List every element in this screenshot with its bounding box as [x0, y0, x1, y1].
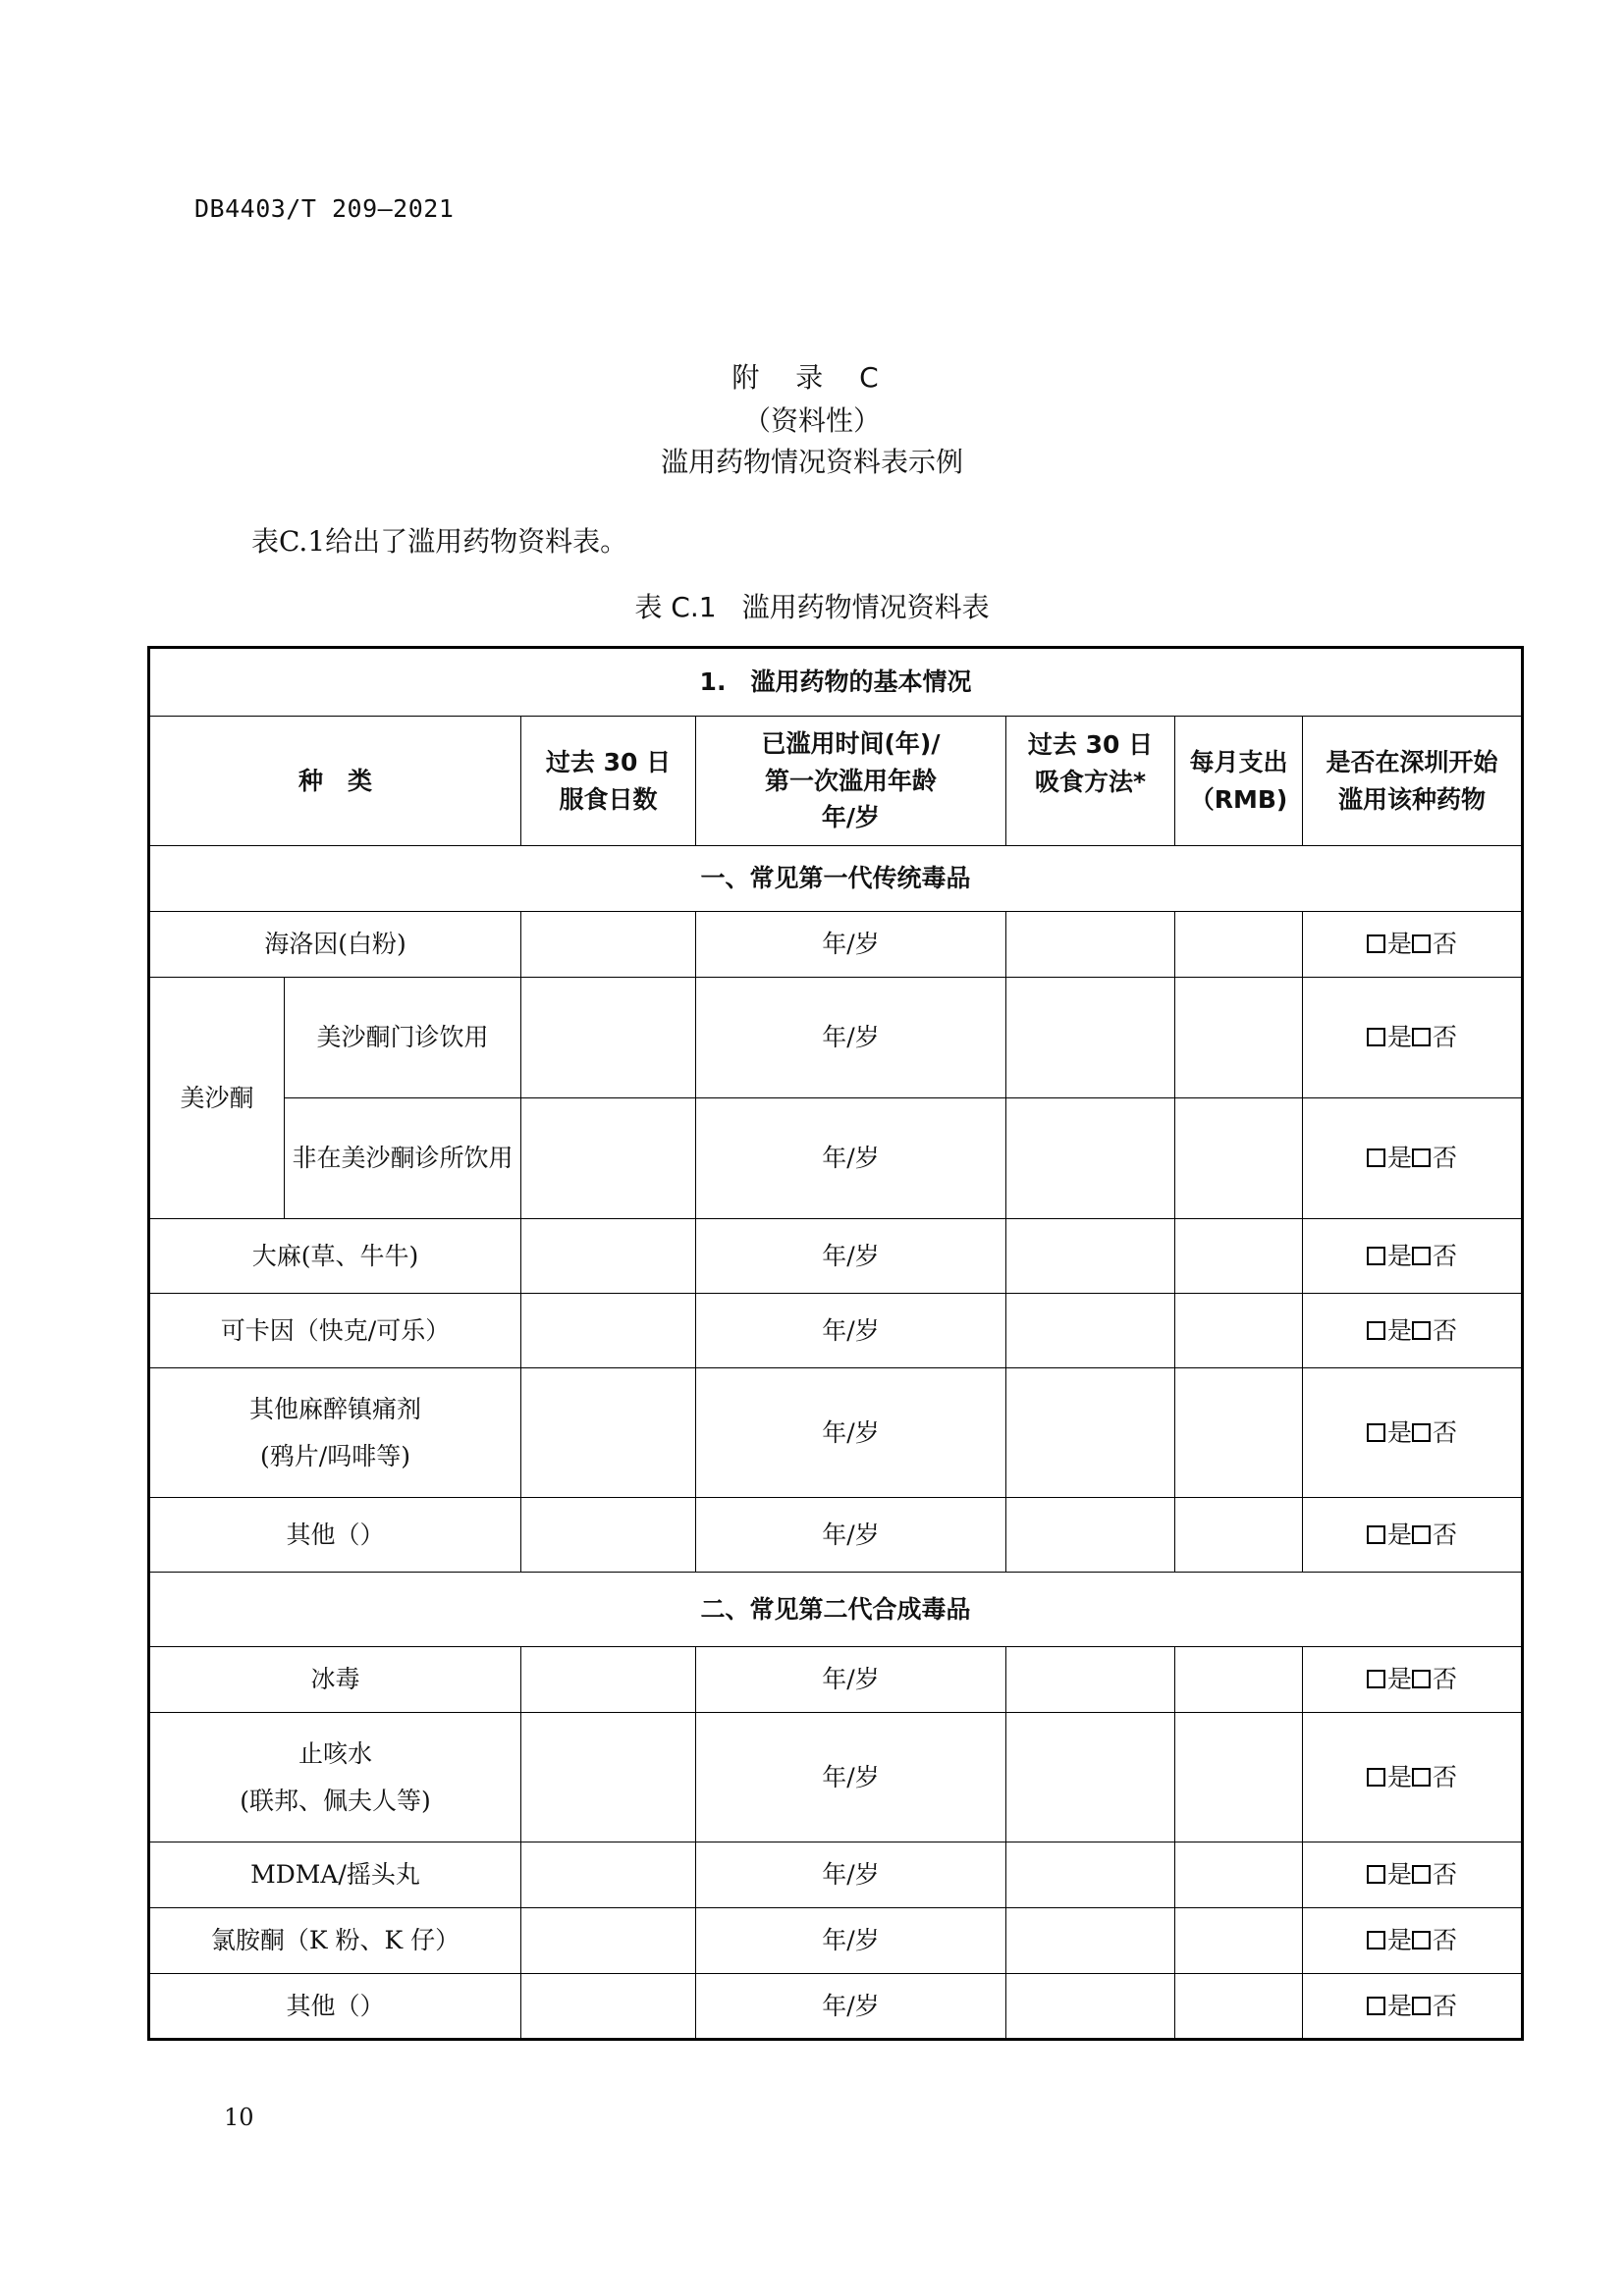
header-years	[696, 717, 1006, 846]
shenzhen-choice	[1303, 1974, 1523, 2040]
cost-cell[interactable]	[1175, 1713, 1303, 1842]
no-checkbox[interactable]	[1412, 1768, 1431, 1787]
shenzhen-choice	[1303, 912, 1523, 978]
no-label: 否	[1433, 1144, 1458, 1173]
table-row	[149, 978, 1523, 1098]
header-years-line1: 已滥用时间(年)/	[761, 728, 941, 758]
group2-title: 二、常见第二代合成毒品	[149, 1573, 1523, 1647]
no-label: 否	[1433, 1860, 1458, 1890]
years-cell[interactable]: 年/岁	[696, 912, 1006, 978]
method-cell[interactable]	[1006, 1219, 1175, 1294]
drug-abuse-table	[147, 646, 1524, 2041]
days-cell[interactable]	[521, 1908, 696, 1974]
yes-label: 是	[1386, 1762, 1412, 1791]
yes-checkbox[interactable]	[1367, 1931, 1385, 1949]
shenzhen-choice	[1303, 1713, 1523, 1842]
years-cell[interactable]: 年/岁	[696, 1498, 1006, 1573]
cost-cell[interactable]	[1175, 1908, 1303, 1974]
header-cost-line1: 每月支出	[1189, 747, 1288, 776]
cost-cell[interactable]	[1175, 978, 1303, 1098]
header-days-line2: 服食日数	[559, 784, 658, 814]
cost-cell[interactable]	[1175, 1842, 1303, 1908]
days-cell[interactable]	[521, 1974, 696, 2040]
drug-name-line1: 止咳水	[298, 1738, 372, 1768]
header-years-line3: 年/岁	[821, 803, 881, 832]
header-shenzhen-line1: 是否在深圳开始	[1326, 747, 1498, 776]
no-label: 否	[1433, 1762, 1458, 1791]
no-checkbox[interactable]	[1412, 1670, 1431, 1688]
drug-name: 其他（）	[149, 1498, 521, 1573]
no-checkbox[interactable]	[1412, 1321, 1431, 1340]
section-title: 1. 滥用药物的基本情况	[149, 648, 1523, 717]
yes-label: 是	[1386, 1144, 1412, 1173]
method-cell[interactable]	[1006, 978, 1175, 1098]
table-row	[149, 1098, 1523, 1219]
table-caption	[0, 586, 1624, 625]
table-row	[149, 1294, 1523, 1368]
method-cell[interactable]	[1006, 1294, 1175, 1368]
header-days-line1: 过去 30 日	[545, 747, 672, 776]
intro-paragraph: 表C.1给出了滥用药物资料表。	[251, 525, 628, 558]
shenzhen-choice	[1303, 978, 1523, 1098]
years-cell[interactable]: 年/岁	[696, 1713, 1006, 1842]
cost-cell[interactable]	[1175, 1219, 1303, 1294]
yes-label: 是	[1386, 1241, 1412, 1270]
header-cost	[1175, 717, 1303, 846]
table-row	[149, 1498, 1523, 1573]
table-caption-title: 滥用药物情况资料表	[741, 591, 990, 623]
shenzhen-choice	[1303, 1219, 1523, 1294]
yes-checkbox[interactable]	[1367, 1247, 1385, 1265]
yes-checkbox[interactable]	[1367, 934, 1385, 953]
shenzhen-choice	[1303, 1098, 1523, 1219]
days-cell[interactable]	[521, 1498, 696, 1573]
table-row	[149, 1908, 1523, 1974]
method-cell[interactable]	[1006, 1713, 1175, 1842]
drug-name: 冰毒	[149, 1647, 521, 1713]
cost-cell[interactable]	[1175, 1368, 1303, 1498]
header-shenzhen-line2: 滥用该种药物	[1338, 784, 1487, 814]
table-row	[149, 1842, 1523, 1908]
yes-checkbox[interactable]	[1367, 1423, 1385, 1442]
header-type: 种 类	[149, 717, 521, 846]
no-checkbox[interactable]	[1412, 934, 1431, 953]
no-checkbox[interactable]	[1412, 1997, 1431, 2015]
cost-cell[interactable]	[1175, 912, 1303, 978]
no-label: 否	[1433, 930, 1458, 959]
yes-checkbox[interactable]	[1367, 1768, 1385, 1787]
header-days	[521, 717, 696, 846]
years-cell[interactable]: 年/岁	[696, 1294, 1006, 1368]
yes-label: 是	[1386, 930, 1412, 959]
no-checkbox[interactable]	[1412, 1148, 1431, 1167]
table-row	[149, 1219, 1523, 1294]
days-cell[interactable]	[521, 912, 696, 978]
appendix-title: 附 录 C	[731, 361, 893, 394]
no-checkbox[interactable]	[1412, 1865, 1431, 1884]
table-caption-number: 表 C.1	[634, 591, 717, 623]
yes-checkbox[interactable]	[1367, 1148, 1385, 1167]
group-row	[149, 1573, 1523, 1647]
yes-checkbox[interactable]	[1367, 1997, 1385, 2015]
table-row	[149, 1368, 1523, 1498]
drug-name: 美沙酮门诊饮用	[285, 978, 521, 1098]
yes-checkbox[interactable]	[1367, 1865, 1385, 1884]
header-cost-line2: （RMB)	[1189, 784, 1288, 814]
years-cell[interactable]: 年/岁	[696, 1842, 1006, 1908]
no-checkbox[interactable]	[1412, 1247, 1431, 1265]
table-row	[149, 912, 1523, 978]
method-cell[interactable]	[1006, 1098, 1175, 1219]
page-number: 10	[224, 2104, 254, 2131]
yes-checkbox[interactable]	[1367, 1670, 1385, 1688]
table-section-row	[149, 648, 1523, 717]
method-cell[interactable]	[1006, 1368, 1175, 1498]
drug-name: 可卡因（快克/可乐）	[149, 1294, 521, 1368]
method-cell[interactable]	[1006, 1498, 1175, 1573]
group1-title: 一、常见第一代传统毒品	[149, 846, 1523, 912]
methadone-label: 美沙酮	[149, 978, 285, 1219]
no-label: 否	[1433, 1991, 1458, 2020]
yes-checkbox[interactable]	[1367, 1321, 1385, 1340]
method-cell[interactable]	[1006, 1647, 1175, 1713]
no-label: 否	[1433, 1417, 1458, 1447]
drug-name: 氯胺酮（K 粉、K 仔）	[149, 1908, 521, 1974]
yes-label: 是	[1386, 1991, 1412, 2020]
table-row	[149, 1713, 1523, 1842]
shenzhen-choice	[1303, 1368, 1523, 1498]
header-method-line2: 吸食方法*	[1034, 767, 1147, 796]
drug-name: 海洛因(白粉)	[149, 912, 521, 978]
drug-name: 其他（）	[149, 1974, 521, 2040]
no-checkbox[interactable]	[1412, 1931, 1431, 1949]
appendix-type: （资料性）	[742, 404, 881, 437]
drug-name	[149, 1713, 521, 1842]
years-cell[interactable]: 年/岁	[696, 978, 1006, 1098]
years-cell[interactable]: 年/岁	[696, 1974, 1006, 2040]
table-row	[149, 1647, 1523, 1713]
days-cell[interactable]	[521, 1368, 696, 1498]
header-method-line1: 过去 30 日	[1027, 730, 1154, 759]
header-shenzhen	[1303, 717, 1523, 846]
yes-label: 是	[1386, 1023, 1412, 1052]
table-row	[149, 1974, 1523, 2040]
yes-checkbox[interactable]	[1367, 1028, 1385, 1046]
years-cell[interactable]: 年/岁	[696, 1219, 1006, 1294]
shenzhen-choice	[1303, 1842, 1523, 1908]
table-header-row	[149, 717, 1523, 846]
cost-cell[interactable]	[1175, 1647, 1303, 1713]
shenzhen-choice	[1303, 1908, 1523, 1974]
method-cell[interactable]	[1006, 1974, 1175, 2040]
drug-name: 非在美沙酮诊所饮用	[285, 1098, 521, 1219]
shenzhen-choice	[1303, 1498, 1523, 1573]
cost-cell[interactable]	[1175, 1974, 1303, 2040]
cost-cell[interactable]	[1175, 1294, 1303, 1368]
yes-label: 是	[1386, 1520, 1412, 1549]
drug-name: MDMA/摇头丸	[149, 1842, 521, 1908]
no-checkbox[interactable]	[1412, 1028, 1431, 1046]
yes-label: 是	[1386, 1926, 1412, 1955]
method-cell[interactable]	[1006, 1908, 1175, 1974]
header-years-line2: 第一次滥用年龄	[764, 766, 937, 795]
method-cell[interactable]	[1006, 912, 1175, 978]
drug-name-line1: 其他麻醉镇痛剂	[248, 1394, 421, 1423]
shenzhen-choice	[1303, 1647, 1523, 1713]
no-label: 否	[1433, 1315, 1458, 1345]
appendix-name: 滥用药物情况资料表示例	[660, 446, 963, 478]
no-label: 否	[1433, 1520, 1458, 1549]
days-cell[interactable]	[521, 1219, 696, 1294]
no-label: 否	[1433, 1665, 1458, 1694]
header-method	[1006, 717, 1175, 846]
yes-label: 是	[1386, 1315, 1412, 1345]
drug-name-line2: (鸦片/吗啡等)	[260, 1441, 410, 1470]
shenzhen-choice	[1303, 1294, 1523, 1368]
group-row	[149, 846, 1523, 912]
document-code: DB4403/T 209—2021	[194, 194, 455, 223]
cost-cell[interactable]	[1175, 1098, 1303, 1219]
method-cell[interactable]	[1006, 1842, 1175, 1908]
yes-label: 是	[1386, 1417, 1412, 1447]
days-cell[interactable]	[521, 1647, 696, 1713]
yes-label: 是	[1386, 1665, 1412, 1694]
no-label: 否	[1433, 1926, 1458, 1955]
no-label: 否	[1433, 1023, 1458, 1052]
drug-name-line2: (联邦、佩夫人等)	[240, 1786, 431, 1815]
days-cell[interactable]	[521, 1098, 696, 1219]
years-cell[interactable]: 年/岁	[696, 1908, 1006, 1974]
yes-label: 是	[1386, 1860, 1412, 1890]
days-cell[interactable]	[521, 1842, 696, 1908]
days-cell[interactable]	[521, 978, 696, 1098]
years-cell[interactable]: 年/岁	[696, 1098, 1006, 1219]
no-checkbox[interactable]	[1412, 1423, 1431, 1442]
days-cell[interactable]	[521, 1713, 696, 1842]
drug-name: 大麻(草、牛牛)	[149, 1219, 521, 1294]
no-label: 否	[1433, 1241, 1458, 1270]
years-cell[interactable]: 年/岁	[696, 1647, 1006, 1713]
yes-checkbox[interactable]	[1367, 1525, 1385, 1544]
years-cell[interactable]: 年/岁	[696, 1368, 1006, 1498]
no-checkbox[interactable]	[1412, 1525, 1431, 1544]
days-cell[interactable]	[521, 1294, 696, 1368]
cost-cell[interactable]	[1175, 1498, 1303, 1573]
drug-name	[149, 1368, 521, 1498]
